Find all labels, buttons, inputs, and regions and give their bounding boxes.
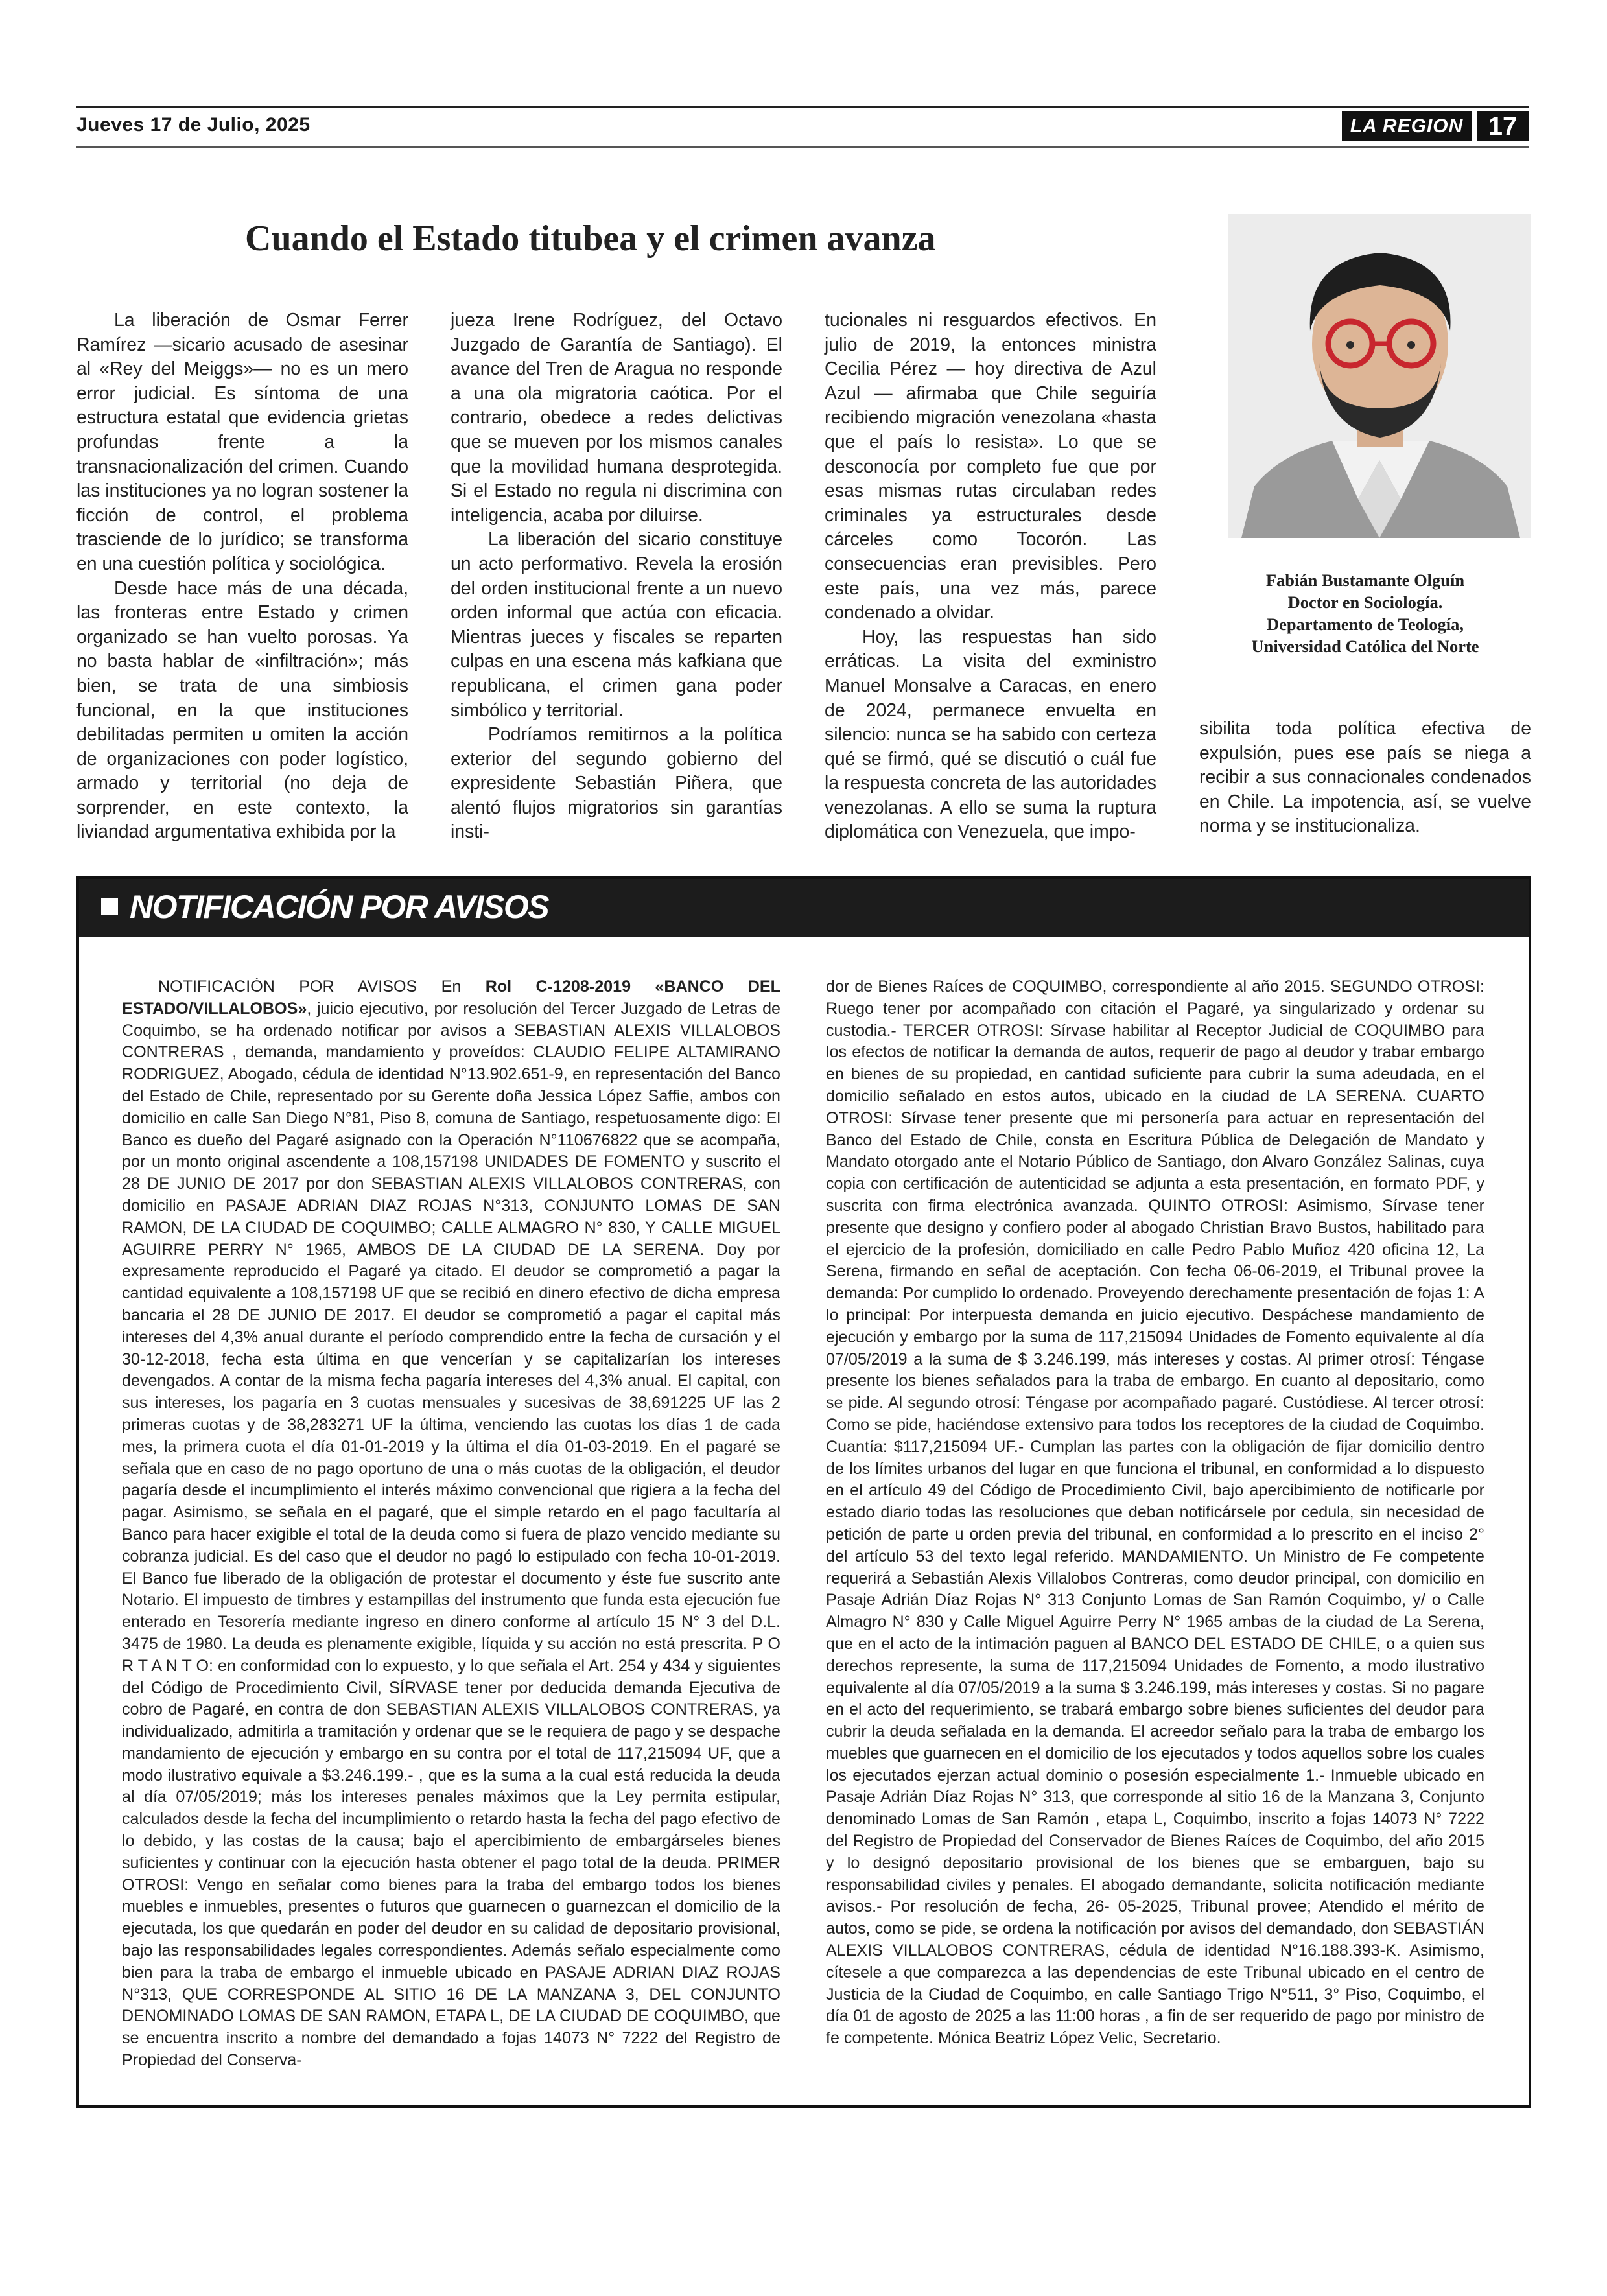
author-caption bbox=[1199, 569, 1531, 657]
paragraph: La liberación de Osmar Ferrer Ramírez —sicario acusado de asesinar al «Rey del Meiggs»— no es un mero error judicial. Es síntoma de una estructura estatal que evidencia grietas profundas frente a la transnacionalización del crimen. Cuando las instituciones ya no logran sostener la ficción de control, el problema trasciende de lo jurídico; se transforma en una cuestión política y sociológica. bbox=[76, 310, 408, 574]
notice-header-band bbox=[79, 879, 1529, 937]
author-portrait-illustration bbox=[1228, 214, 1531, 538]
notice-column-2 bbox=[826, 976, 1484, 2050]
notice-body: , juicio ejecutivo, por resolución del Tercer Juzgado de Letras de Coquimbo, se ha ordenado notificar por avisos a SEBASTIAN ALEXIS VILLALOBOS CONTRERAS , demanda, mandamiento y proveídos: CLAUDIO FELIPE ALTAMIRANO RODRIGUEZ, Abogado, cédula de identidad N°13.902.651-9, en representación del Banco del Estado de Chile, representado por su Gerente doña Jessica López Saffie, ambos con domicilio en calle San Diego N°81, Piso 8, comuna de Santiago, respetuosamente digo: El Banco es dueño del Pagaré asignado con la Operación N°110676822 que se acompaña, por un monto original ascendente a 108,157198 UNIDADES DE FOMENTO y suscrito el 28 DE JUNIO DE 2017 por don SEBASTIAN ALEXIS VILLALOBOS CONTRERAS, con domicilio en PASAJE ADRIAN DIAZ ROJAS N°313, CONJUNTO LOMAS DE SAN RAMON, DE LA CIUDAD DE COQUIMBO; CALLE ALMAGRO N° 830, Y CALLE MIGUEL AGUIRRE PERRY N° 1965, AMBOS DE LA CIUDAD DE LA SERENA. Doy por expresamente reproducido el Pagaré ya citado. El deudor se comprometió a pagar la cantidad equivalente a 108,157198 UF que se recibió en dinero efectivo de dicha empresa bancaria el 28 DE JUNIO DE 2017. El deudor se comprometió a pagar el capital más intereses del 4,3% anual durante el período comprendido entre la fecha de cursación y el 30-12-2018, fecha esta última en que vencerían y se capitalizarían los intereses devengados. A contar de la misma fecha pagaría intereses del 4,3% anual. El capital, con sus intereses, los pagaría en 3 cuotas mensuales y sucesivas de 38,691225 UF las 2 primeras cuotas y de 38,283271 UF la última, venciendo las cuotas los días 1 de cada mes, la primera cuota el día 01-01-2019 y la última el día 01-03-2019. En el pagaré se señala que en caso de no pago oportuno de una o más cuotas de la obligación, el deudor pagaría desde el incumplimiento el interés máximo convencional que rigiera a la fecha del pagar. Asimismo, se señala en el pagaré, que el simple retardo en el pago facultaría al Banco para hacer exigible el total de la deuda como si fuera de plazo vencido mediante su cobranza judicial. Es del caso que el deudor no pagó lo estipulado con fecha 10-01-2019. El Banco fue liberado de la obligación de protestar el documento y éste fue suscrito ante Notario. El impuesto de timbres y estampillas del instrumento que funda esta ejecución fue enterado en Tesorería mediante ingreso en dinero conforme al artículo 15 N° 3 del D.L. 3475 de 1980. La deuda es plenamente exigible, líquida y su acción no está prescrita. P O R T A N T O: en conformidad con lo expuesto, y lo que señala el Art. 254 y 434 y siguientes del Código de Procedimiento Civil, SÍRVASE tener por deducida demanda Ejecutiva de cobro de Pagaré, en contra de don SEBASTIAN ALEXIS VILLALOBOS CONTRERAS, ya individualizado, admitirla a tramitación y ordenar que se le requiera de pago y se despache mandamiento de ejecución y embargo en su contra por el total de 117,215094 UF, que a modo ilustrativo equivale a $3.246.199.- , que es la suma a la cual está reducida la deuda al día 07/05/2019; más los intereses penales máximos que la Ley permita estipular, calculados desde la fecha del incumplimiento o retardo hasta la fecha del pago efectivo de lo debido, y las costas de la causa; bajo el apercibimiento de embargárseles bienes suficientes y continuar con la ejecución hasta obtener el pago total de la deuda. PRIMER OTROSI: Vengo en señalar como bienes para la traba del embargo todos los bienes muebles e inmuebles, presentes o futuros que guarnecen o guarnezcan el domicilio de la ejecutada, los que quedarán en poder del deudor en su calidad de depositario provisional, bajo las responsabilidades legales correspondientes. Además señalo especialmente como bien para la traba de embargo el inmueble ubicado en PASAJE ADRIAN DIAZ ROJAS N°313, QUE CORRESPONDE AL SITIO 16 DE LA MANZANA 3, DEL CONJUNTO DENOMINADO LOMAS DE SAN RAMON, ETAPA L, DE LA CIUDAD DE COQUIMBO, que se encuentra inscrito a nombre del demandado a fojas 14073 N° 7222 del Registro de Propiedad del Conserva- bbox=[122, 999, 780, 2070]
paragraph: tucionales ni resguardos efectivos. En julio de 2019, la entonces ministra Cecilia Pérez — hoy directiva de Azul Azul — afirmaba que Chile seguiría recibiendo migración venezolana «hasta que el país lo resista». Lo que se desconocía por completo fue que por esas mismas rutas circulaban redes criminales ya estructurales desde cárceles como Tocorón. Las consecuencias eran previsibles. Pero este país, una vez más, parece condenado a olvidar. bbox=[825, 310, 1156, 624]
notice-case-role: Rol C-1208-2019 «BANCO DEL ESTADO/VILLALOBOS» bbox=[122, 978, 780, 1018]
author-university: Universidad Católica del Norte bbox=[1251, 637, 1479, 656]
author-photo bbox=[1228, 214, 1531, 538]
paragraph: Podríamos remitirnos a la política exterior del segundo gobierno del expresidente Sebastián Piñera, que alentó flujos migratorios sin garantías insti- bbox=[451, 724, 782, 843]
header-rule-bottom bbox=[76, 146, 1529, 148]
article-column-3 bbox=[825, 309, 1156, 845]
author-name: Fabián Bustamante Olguín bbox=[1265, 570, 1465, 590]
paragraph: Desde hace más de una década, las fronteras entre Estado y crimen organizado se han vuelto porosas. Ya no basta hablar de «infiltración»; más bien, se trata de una simbiosis funcional, en la que instituciones debilitadas permiten u omiten la acción de organizaciones con poder logístico, armado y territorial (no deja de sorprender, en este contexto, la liviandad argumentativa exhibida por la bbox=[76, 578, 408, 843]
issue-date: Jueves 17 de Julio, 2025 bbox=[76, 114, 311, 135]
notice-paragraph: dor de Bienes Raíces de COQUIMBO, correspondiente al año 2015. SEGUNDO OTROSI: Ruego tener por acompañado con citación el Pagaré, ya singularizado y ordenar su custodia.- TERCER OTROSI: Sírvase habilitar al Receptor Judicial de COQUIMBO para los efectos de notificar la demanda de autos, requerir de pago al deudor y trabar embargo en bienes de su propiedad, en cantidad suficiente para cubrir la suma adeudada, en el domicilio señalado en estos autos, ubicado en la ciudad de LA SERENA. CUARTO OTROSI: Sírvase tener presente que mi personería para actuar en representación del Banco del Estado de Chile, consta en Escritura Pública de Delegación de Mandato y Mandato otorgado ante el Notario Público de Santiago, don Alvaro González Salinas, cuya copia con certificación de autenticidad se adjunta a esta presentación, en formato PDF, y suscrita con firma electrónica avanzada. QUINTO OTROSI: Asimismo, Sírvase tener presente que designo y confiero poder al abogado Christian Bravo Bustos, habilitado para el ejercicio de la profesión, domiciliado en calle Pedro Pablo Muñoz 420 oficina 12, La Serena, firmando en señal de aceptación. Con fecha 06-06-2019, el Tribunal provee la demanda: Por cumplido lo ordenado. Proveyendo derechamente presentación de fojas 1: A lo principal: Por interpuesta demanda en juicio ejecutivo. Despáchese mandamiento de ejecución y embargo por la suma de 117,215094 Unidades de Fomento equivalente al día 07/05/2019 a la suma de $ 3.246.199, más intereses y costas. Al primer otrosí: Téngase presente los bienes señalados para la traba de embargo. En cuanto al depositario, como se pide. Al segundo otrosí: Téngase por acompañado pagaré. Custódiese. Al tercer otrosí: Como se pide, haciéndose extensivo para todos los receptores de la ciudad de Coquimbo. Cuantía: $117,215094 UF.- Cumplan las partes con la obligación de fijar domicilio dentro de los límites urbanos del lugar en que funciona el tribunal, en conformidad a lo dispuesto en el artículo 49 del Código de Procedimiento Civil, bajo apercibimiento de notificarle por estado diario todas las resoluciones que deban notificársele por cedula, sin necesidad de petición de parte u orden previa del tribunal, en conformidad a lo prescrito en el inciso 2° del artículo 53 del texto legal referido. MANDAMIENTO. Un Ministro de Fe competente requerirá a Sebastián Alexis Villalobos Contreras, como deudor principal, con domicilio en Pasaje Adrián Díaz Rojas N° 313 Conjunto Lomas de San Ramón Coquimbo, y/ o Calle Almagro N° 830 y Calle Miguel Aguirre Perry N° 1965 ambas de la ciudad de La Serena, que en el acto de la intimación paguen al BANCO DEL ESTADO DE CHILE, o a quien sus derechos represente, la suma de 117,215094 Unidades de Fomento, a modo ilustrativo equivalente al día 07/05/2019 a la suma $ 3.246.199, más intereses y costas. Si no pagare en el acto del requerimiento, se trabará embargo sobre bienes suficientes del deudor para cubrir la deuda señalada en la demanda. El acreedor señalo para la traba de embargo los muebles que guarnecen en el domicilio de los ejecutados y todos aquellos sobre los cuales los ejecutados ejerzan actual dominio o posesión especialmente 1.- Inmueble ubicado en Pasaje Adrián Díaz Rojas N° 313, que corresponde al sitio 16 de la Manzana 3, Conjunto denominado Lomas de San Ramón , etapa L, Coquimbo, inscrito a fojas 14073 N° 7222 del Registro de Propiedad del Conservador de Bienes Raíces de Coquimbo, del año 2015 y lo designó depositario provisional de los bienes que se embarguen, bajo su responsabilidad civiles y penales. El abogado demandante, solicita notificación mediante avisos.- Por resolución de fecha, 26- 05-2025, Tribunal provee; Atendido el mérito de autos, como se pide, se ordena la notificación por avisos del demandado, don SEBASTIÁN ALEXIS VILLALOBOS CONTRERAS, cédula de identidad N°16.188.393-K. Asimismo, cítesele a que comparezca a las dependencias de este Tribunal ubicado en el centro de Justicia de la Ciudad de Coquimbo, en calle Santiago Trigo N°511, 3° Piso, Coquimbo, el día 01 de agosto de 2025 a las 11:00 horas , a fin de ser requerido de pago por ministro de fe competente. Mónica Beatriz López Velic, Secretario. bbox=[826, 978, 1484, 2048]
square-bullet-icon bbox=[101, 898, 118, 915]
paragraph: La liberación del sicario constituye un acto performativo. Revela la erosión del orden institucional frente a un nuevo orden informal que actúa con eficacia. Mientras jueces y fiscales se reparten culpas en una escena más kafkiana que republicana, el crimen gana poder simbólico y territorial. bbox=[451, 529, 782, 721]
author-degree: Doctor en Sociología. bbox=[1287, 592, 1443, 612]
legal-notice-box bbox=[76, 876, 1531, 2108]
notice-column-1 bbox=[122, 976, 780, 2072]
notice-title: NOTIFICACIÓN POR AVISOS bbox=[130, 889, 549, 925]
notice-lead: NOTIFICACIÓN POR AVISOS En bbox=[158, 978, 486, 996]
paragraph: sibilita toda política efectiva de expulsión, pues ese país se niega a recibir a sus connacionales condenados en Chile. La impotencia, así, se vuelve norma y se institucionaliza. bbox=[1199, 718, 1531, 837]
header-rule-top bbox=[76, 106, 1529, 108]
article-column-1 bbox=[76, 309, 408, 845]
paragraph: jueza Irene Rodríguez, del Octavo Juzgado de Garantía de Santiago). El avance del Tren de Aragua no responde a una ola migratoria caótica. Por el contrario, obedece a redes delictivas que se mueven por los mismos canales que la movilidad humana desprotegida. Si el Estado no regula ni discrimina con inteligencia, acaba por diluirse. bbox=[451, 310, 782, 526]
newspaper-logo: LA REGION bbox=[1342, 111, 1472, 141]
notice-paragraph bbox=[122, 976, 780, 2072]
paragraph: Hoy, las respuestas han sido erráticas. La visita del exministro Manuel Monsalve a Caracas, en enero de 2024, permanece envuelta en silencio: nunca se ha sabido con certeza qué se firmó, qué se discutió o cuál fue la respuesta concreta de las autoridades venezolanas. A ello se suma la ruptura diplomática con Venezuela, que impo- bbox=[825, 626, 1156, 843]
article-column-4 bbox=[1199, 717, 1531, 839]
page-number: 17 bbox=[1477, 111, 1529, 141]
article-column-2 bbox=[451, 309, 782, 845]
article-title: Cuando el Estado titubea y el crimen avanza bbox=[245, 218, 936, 259]
author-department: Departamento de Teología, bbox=[1267, 615, 1464, 634]
